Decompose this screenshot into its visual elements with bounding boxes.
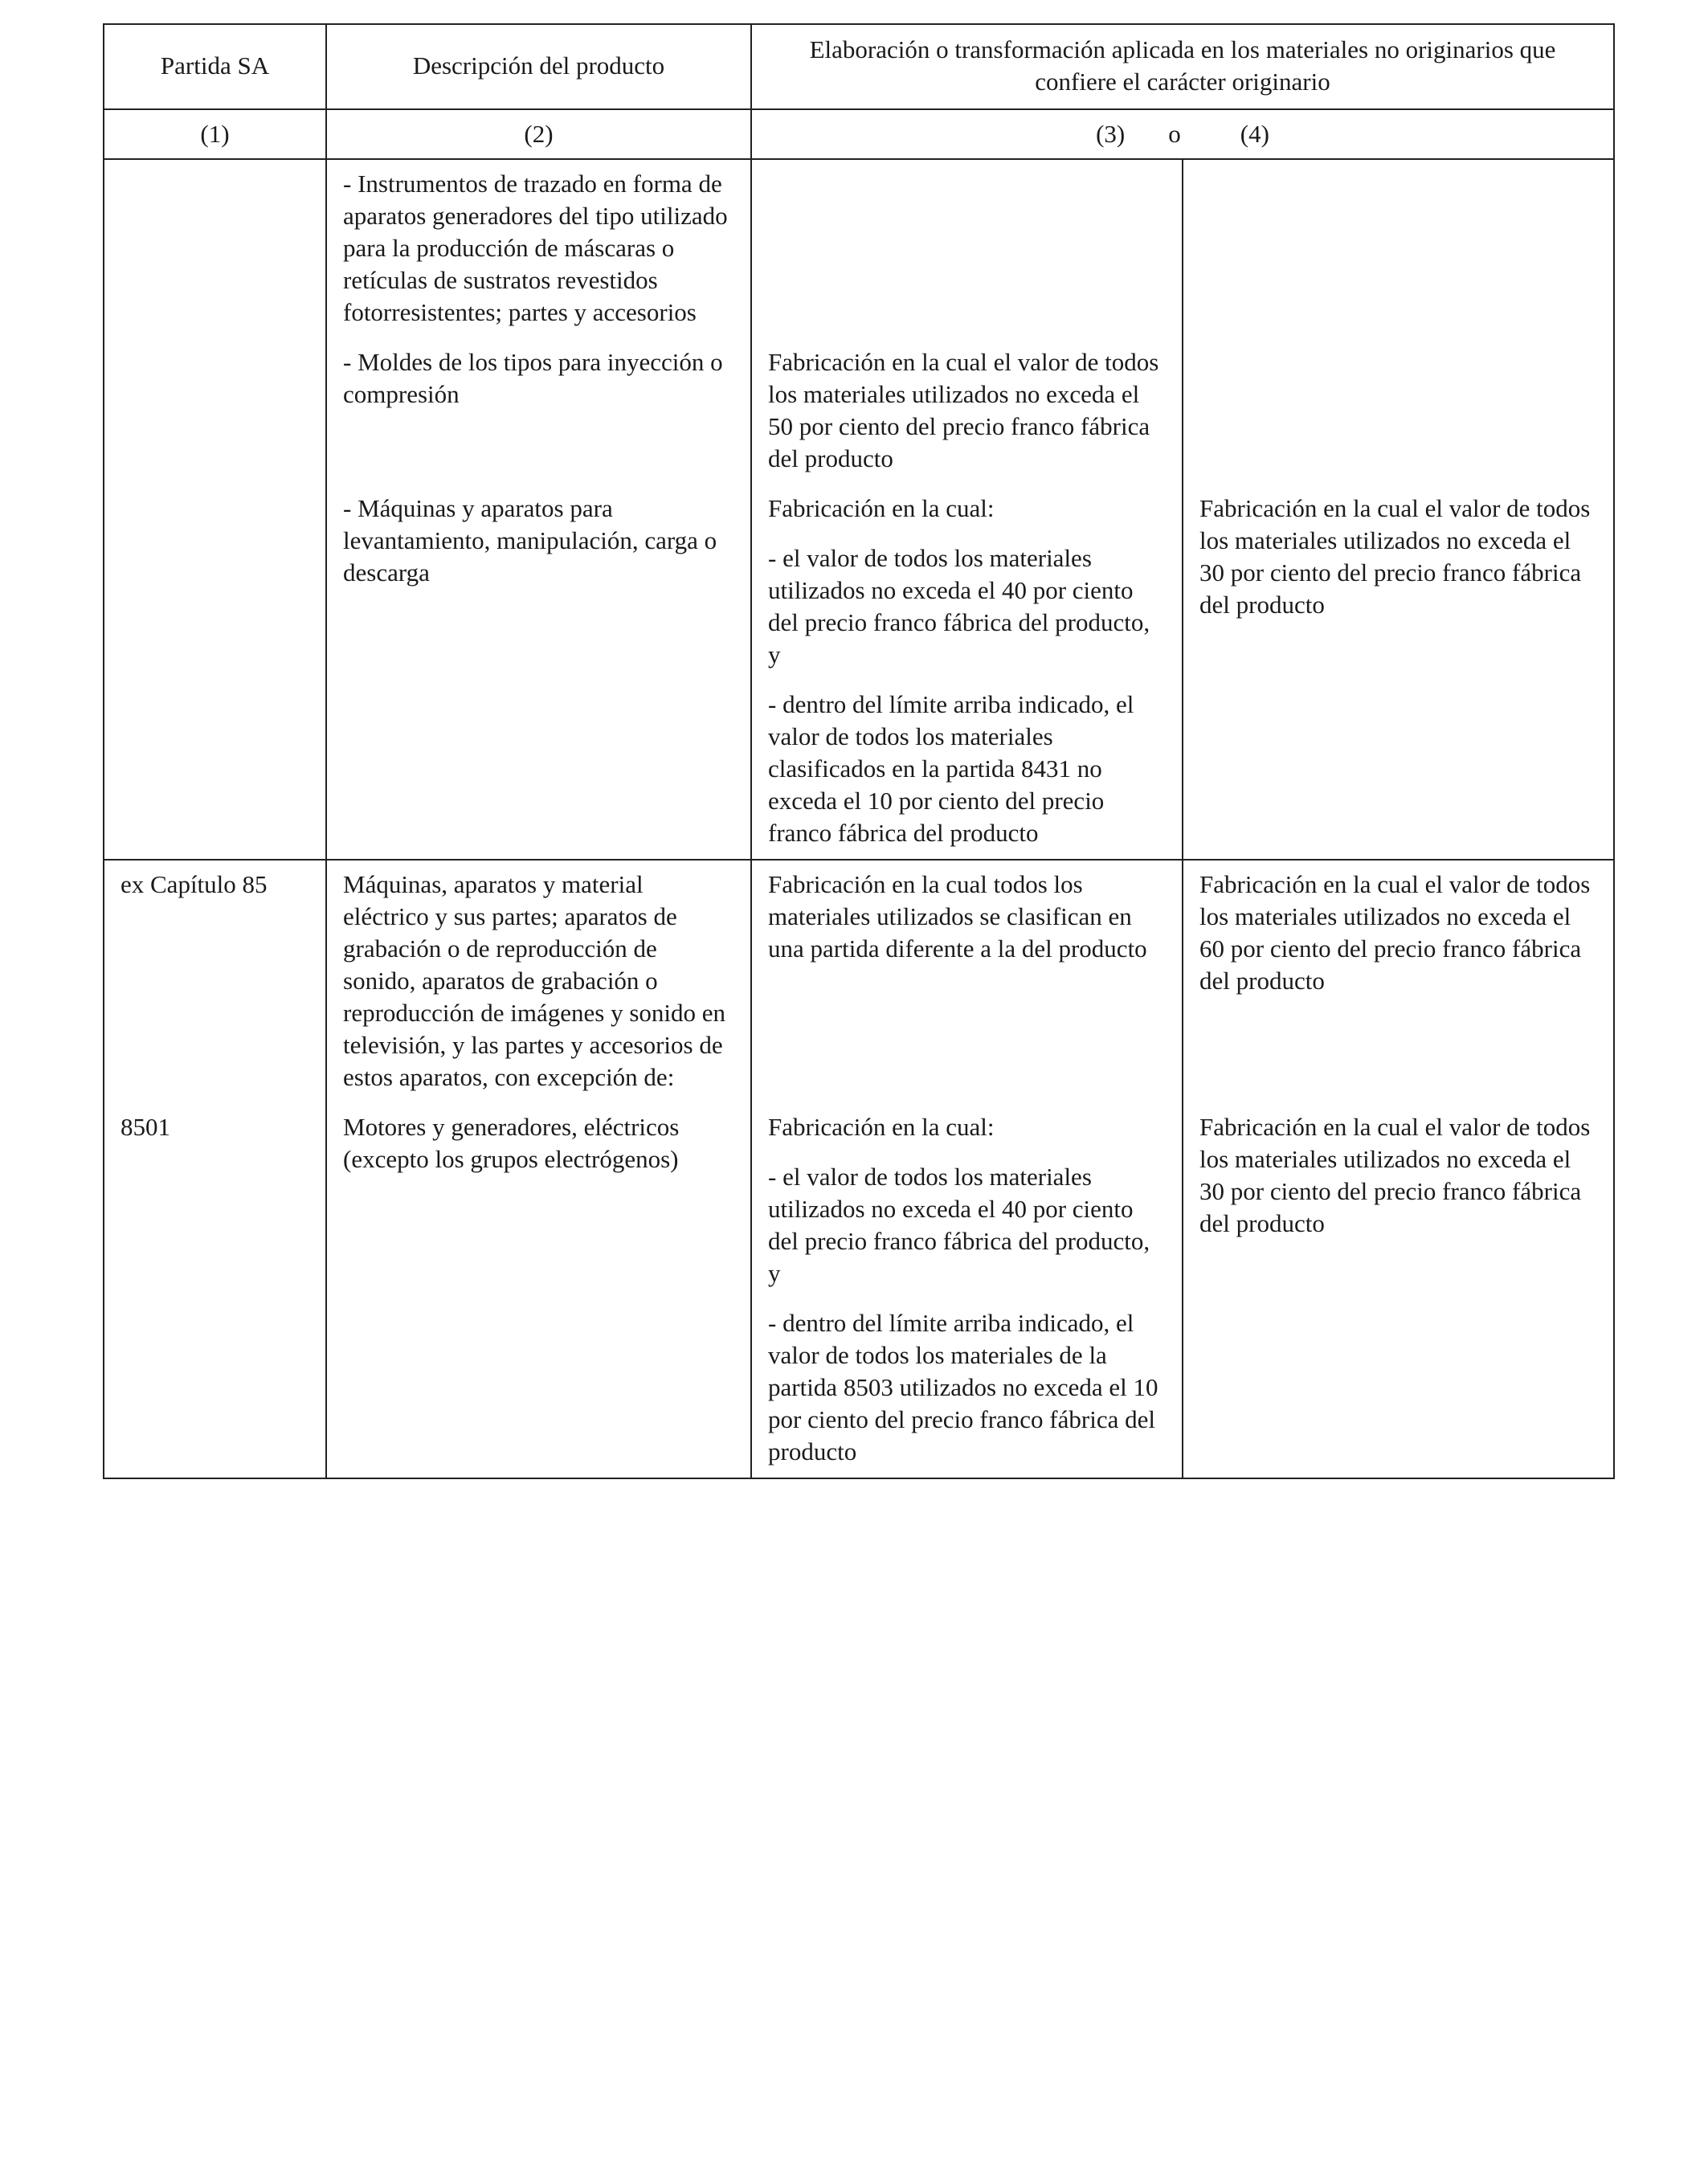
cell-col4-paragraph: Fabricación en la cual el valor de todos los materiales utilizados no exceda el 60 por ciento del precio franco fábrica del producto <box>1199 870 1591 995</box>
cell-col3 <box>751 1103 1183 1478</box>
column-number-2: (2) <box>326 109 751 159</box>
cell-descripcion <box>326 1103 751 1478</box>
cell-partida <box>104 159 326 338</box>
cell-partida: 8501 <box>104 1103 326 1478</box>
cell-descripcion-paragraph: Motores y generadores, eléctricos (excepto los grupos electrógenos) <box>343 1113 680 1173</box>
cell-col4-paragraph: Fabricación en la cual el valor de todos los materiales utilizados no exceda el 30 por ciento del precio franco fábrica del producto <box>1199 494 1591 619</box>
cell-col3-paragraph: Fabricación en la cual: <box>768 1113 995 1141</box>
header-row <box>104 24 1614 109</box>
cell-partida <box>104 484 326 860</box>
cell-col4-paragraph: Fabricación en la cual el valor de todos los materiales utilizados no exceda el 30 por ciento del precio franco fábrica del producto <box>1199 1113 1591 1237</box>
column-or: o <box>1168 120 1181 148</box>
cell-col3 <box>751 338 1183 484</box>
table-row <box>104 484 1614 860</box>
cell-col3 <box>751 484 1183 860</box>
cell-col3-paragraph: - dentro del límite arriba indicado, el valor de todos los materiales clasificados en la partida 8431 no exceda el 10 por ciento del precio franco fábrica del producto <box>768 690 1134 847</box>
cell-descripcion-paragraph: - Instrumentos de trazado en forma de aparatos generadores del tipo utilizado para la producción de máscaras o retículas de sustratos revestidos fotorresistentes; partes y accesorios <box>343 170 728 326</box>
column-number-1: (1) <box>104 109 326 159</box>
header-descripcion: Descripción del producto <box>326 24 751 109</box>
column-number-row <box>104 109 1614 159</box>
cell-descripcion <box>326 860 751 1103</box>
cell-descripcion <box>326 159 751 338</box>
cell-col3 <box>751 159 1183 338</box>
cell-col4 <box>1183 159 1614 338</box>
table-row <box>104 338 1614 484</box>
header-partida: Partida SA <box>104 24 326 109</box>
cell-descripcion <box>326 338 751 484</box>
cell-col4 <box>1183 860 1614 1103</box>
cell-col4 <box>1183 338 1614 484</box>
cell-col3-paragraph: - el valor de todos los materiales utilizados no exceda el 40 por ciento del precio franco fábrica del producto, y <box>768 544 1150 668</box>
header-elaboracion: Elaboración o transformación aplicada en los materiales no originarios que confiere el carácter originario <box>751 24 1614 109</box>
cell-descripcion-paragraph: - Máquinas y aparatos para levantamiento, manipulación, carga o descarga <box>343 494 717 587</box>
cell-descripcion <box>326 484 751 860</box>
cell-partida <box>104 338 326 484</box>
cell-col3-paragraph: Fabricación en la cual el valor de todos los materiales utilizados no exceda el 50 por ciento del precio franco fábrica del producto <box>768 348 1159 472</box>
cell-col4 <box>1183 1103 1614 1478</box>
cell-col3-paragraph: Fabricación en la cual todos los materiales utilizados se clasifican en una partida diferente a la del producto <box>768 870 1147 963</box>
cell-col3-paragraph: - el valor de todos los materiales utilizados no exceda el 40 por ciento del precio franco fábrica del producto, y <box>768 1163 1150 1287</box>
cell-partida: ex Capítulo 85 <box>104 860 326 1103</box>
origin-rules-table <box>103 23 1615 1479</box>
table-row <box>104 860 1614 1103</box>
cell-col3 <box>751 860 1183 1103</box>
column-number-3-4 <box>751 109 1614 159</box>
column-number-4: (4) <box>1240 120 1269 148</box>
cell-col3-paragraph: Fabricación en la cual: <box>768 494 995 522</box>
table-row <box>104 1103 1614 1478</box>
rule-rows <box>104 159 1614 1478</box>
cell-col4 <box>1183 484 1614 860</box>
cell-descripcion-paragraph: Máquinas, aparatos y material eléctrico y sus partes; aparatos de grabación o de reproducción de sonido, aparatos de grabación o reproducción de imágenes y sonido en televisión, y las partes y accesorios de estos aparatos, con excepción de: <box>343 870 726 1091</box>
table-row <box>104 159 1614 338</box>
column-number-3: (3) <box>1096 120 1126 148</box>
cell-col3-paragraph: - dentro del límite arriba indicado, el valor de todos los materiales de la partida 8503 utilizados no exceda el 10 por ciento del precio franco fábrica del producto <box>768 1309 1158 1466</box>
cell-descripcion-paragraph: - Moldes de los tipos para inyección o compresión <box>343 348 723 408</box>
